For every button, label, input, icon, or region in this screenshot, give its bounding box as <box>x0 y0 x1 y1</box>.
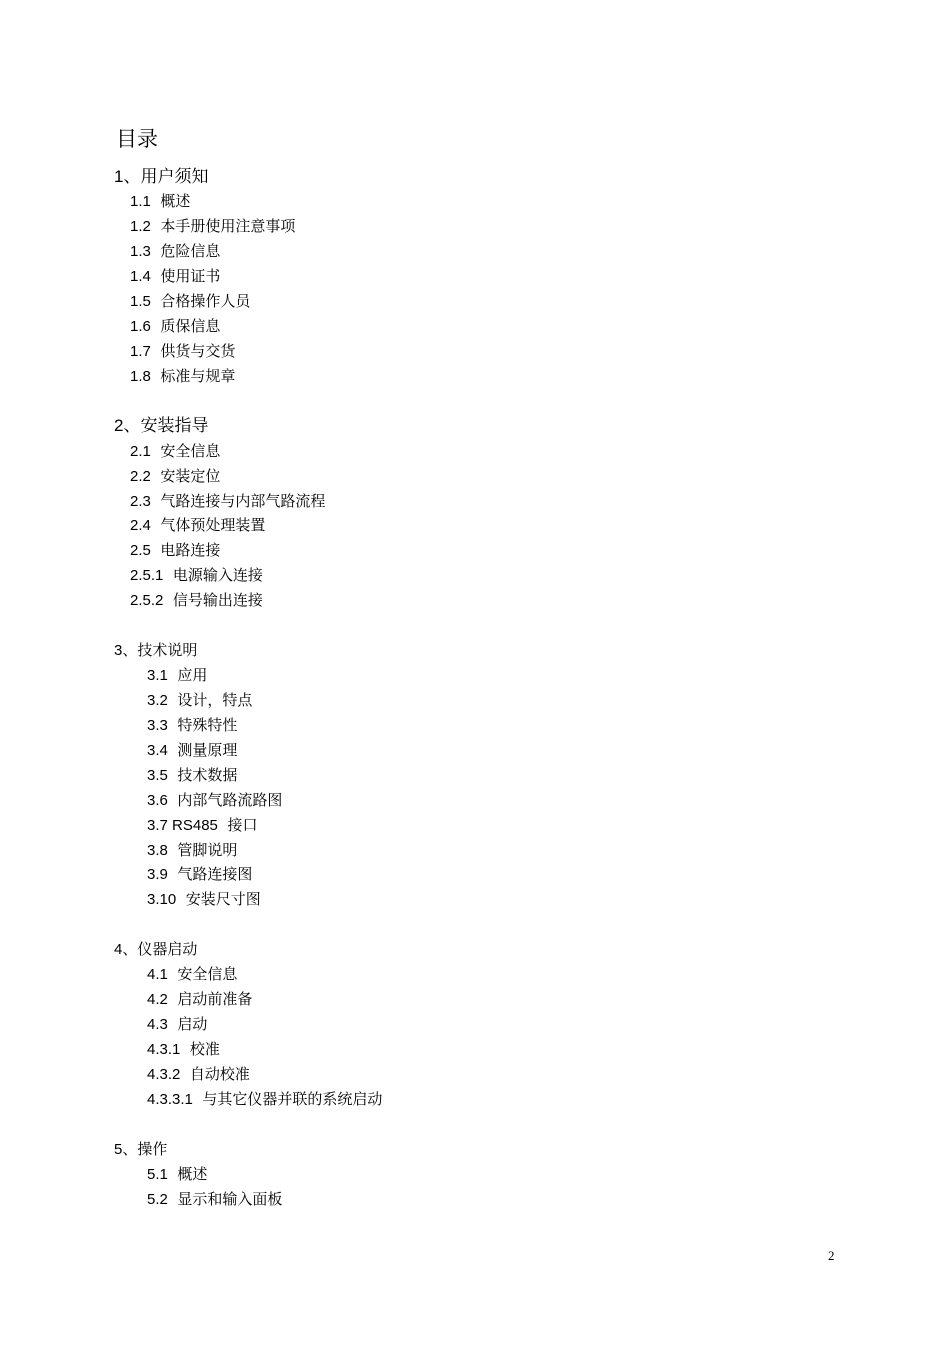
toc-entry-text: 合格操作人员 <box>160 292 251 310</box>
toc-entry <box>147 1088 382 1111</box>
toc-entry <box>130 514 265 537</box>
toc-entry-text: 特殊特性 <box>177 716 238 734</box>
toc-entry-number: 2.3 <box>130 493 151 510</box>
toc-entry <box>147 789 282 812</box>
toc-entry <box>147 1038 220 1061</box>
toc-entry-number: 5.1 <box>147 1166 168 1183</box>
toc-entry <box>114 938 197 961</box>
page-number: 2 <box>828 1248 835 1263</box>
toc-entry-text: 使用证书 <box>160 267 221 285</box>
toc-entry-number: 3 <box>114 642 123 659</box>
toc-entry-number: 1.4 <box>130 268 151 285</box>
toc-entry-number: 2.1 <box>130 443 151 460</box>
toc-entry-number: 1.3 <box>130 243 151 260</box>
toc-entry-text: 、安装指导 <box>123 416 209 436</box>
toc-entry-text: 电路连接 <box>160 541 221 559</box>
toc-entry <box>147 689 252 712</box>
toc-title: 目录 <box>116 127 158 151</box>
toc-entry-number: 3.3 <box>147 717 168 734</box>
toc-entry-number: 2.5.1 <box>130 567 164 584</box>
toc-entry-number: 2.4 <box>130 517 151 534</box>
toc-entry-text: 标准与规章 <box>160 367 236 385</box>
toc-entry <box>130 365 235 388</box>
toc-entry-text: 、操作 <box>122 1140 168 1158</box>
toc-entry <box>130 465 220 488</box>
toc-entry-text: 接口 <box>227 816 258 834</box>
toc-entry-text: 安装定位 <box>160 467 221 485</box>
toc-entry-text: 安全信息 <box>160 442 221 460</box>
toc-entry <box>147 988 252 1011</box>
toc-entry-text: 管脚说明 <box>177 841 238 859</box>
toc-entry-number: 1.8 <box>130 368 151 385</box>
toc-entry-number: 3.9 <box>147 866 168 883</box>
toc-entry <box>147 1063 250 1086</box>
toc-entry <box>130 539 220 562</box>
toc-entry-number: 1.1 <box>130 193 151 210</box>
toc-entry <box>114 415 208 437</box>
toc-entry <box>130 340 235 363</box>
toc-entry-number: 1 <box>114 167 124 186</box>
toc-entry-number: 1.5 <box>130 293 151 310</box>
toc-entry-number: 5 <box>114 1141 123 1158</box>
toc-entry-text: 测量原理 <box>177 741 238 759</box>
toc-entry-text: 、用户须知 <box>123 167 209 187</box>
toc-entry <box>114 1138 167 1161</box>
toc-entry <box>114 166 208 188</box>
toc-entry-text: 设计，特点 <box>177 691 253 709</box>
toc-entry-number: 4.3.3.1 <box>147 1091 193 1108</box>
toc-entry <box>130 440 220 463</box>
toc-entry-number: 4.3.1 <box>147 1041 181 1058</box>
toc-entry-text: 质保信息 <box>160 317 221 335</box>
toc-entry-text: 启动前准备 <box>177 990 253 1008</box>
toc-entry-number: 2.5 <box>130 542 151 559</box>
toc-entry-number: 5.2 <box>147 1191 168 1208</box>
toc-entry-text: 显示和输入面板 <box>177 1190 283 1208</box>
toc-entry-text: 概述 <box>160 192 191 210</box>
toc-entry-number: 4 <box>114 941 123 958</box>
toc-entry <box>147 739 237 762</box>
toc-entry <box>147 1013 207 1036</box>
toc-entry-text: 、技术说明 <box>122 641 198 659</box>
toc-entry-text: 气体预处理装置 <box>160 516 266 534</box>
toc-entry-text: 自动校准 <box>189 1065 250 1083</box>
toc-entry <box>130 240 220 263</box>
toc-entry <box>130 490 325 513</box>
toc-entry <box>114 639 197 662</box>
toc-entry-text: 校准 <box>189 1040 220 1058</box>
toc-entry-number: 3.4 <box>147 742 168 759</box>
toc-entry-text: 与其它仪器并联的系统启动 <box>202 1090 383 1108</box>
toc-entry <box>147 764 237 787</box>
toc-entry-text: 技术数据 <box>177 766 238 784</box>
toc-entry-number: 4.3.2 <box>147 1066 181 1083</box>
toc-entry-number: 3.5 <box>147 767 168 784</box>
toc-entry <box>130 190 190 213</box>
toc-entry <box>147 888 261 911</box>
toc-entry-text: 气路连接图 <box>177 865 253 883</box>
toc-entry-text: 内部气路流路图 <box>177 791 283 809</box>
toc-entry-number: 1.7 <box>130 343 151 360</box>
toc-entry <box>130 290 250 313</box>
toc-entry <box>147 714 237 737</box>
toc-entry-number: 4.3 <box>147 1016 168 1033</box>
toc-entry-text: 本手册使用注意事项 <box>160 217 296 235</box>
toc-entry <box>130 265 220 288</box>
toc-entry-number: 4.1 <box>147 966 168 983</box>
toc-entry-text: 电源输入连接 <box>172 566 263 584</box>
toc-entry <box>147 664 207 687</box>
toc-entry-number: 3.1 <box>147 667 168 684</box>
toc-entry <box>130 589 263 612</box>
toc-entry <box>147 814 257 837</box>
toc-entry-text: 启动 <box>177 1015 208 1033</box>
toc-entry-text: 信号输出连接 <box>172 591 263 609</box>
toc-entry-number: 2.2 <box>130 468 151 485</box>
toc-entry <box>130 215 295 238</box>
toc-entry-text: 供货与交货 <box>160 342 236 360</box>
toc-entry-text: 安全信息 <box>177 965 238 983</box>
toc-entry <box>130 315 220 338</box>
toc-entry <box>147 963 237 986</box>
toc-entry-text: 安装尺寸图 <box>185 890 261 908</box>
toc-entry-number: 3.6 <box>147 792 168 809</box>
toc-entry <box>147 1188 282 1211</box>
toc-entry-number: 3.2 <box>147 692 168 709</box>
toc-entry-number: 2.5.2 <box>130 592 164 609</box>
toc-entry-text: 气路连接与内部气路流程 <box>160 492 326 510</box>
toc-entry <box>147 839 237 862</box>
toc-entry-number: 3.7 RS485 <box>147 817 218 834</box>
toc-entry-number: 1.6 <box>130 318 151 335</box>
toc-entry-text: 、仪器启动 <box>122 940 198 958</box>
toc-entry-text: 危险信息 <box>160 242 221 260</box>
toc-entry-number: 3.8 <box>147 842 168 859</box>
toc-entry-number: 1.2 <box>130 218 151 235</box>
toc-entry <box>130 564 263 587</box>
toc-entry <box>147 1163 207 1186</box>
toc-entry-text: 应用 <box>177 666 208 684</box>
toc-entry-number: 3.10 <box>147 891 177 908</box>
toc-entry <box>147 863 252 886</box>
toc-entry-number: 2 <box>114 416 124 435</box>
toc-entry-text: 概述 <box>177 1165 208 1183</box>
toc-entry-number: 4.2 <box>147 991 168 1008</box>
